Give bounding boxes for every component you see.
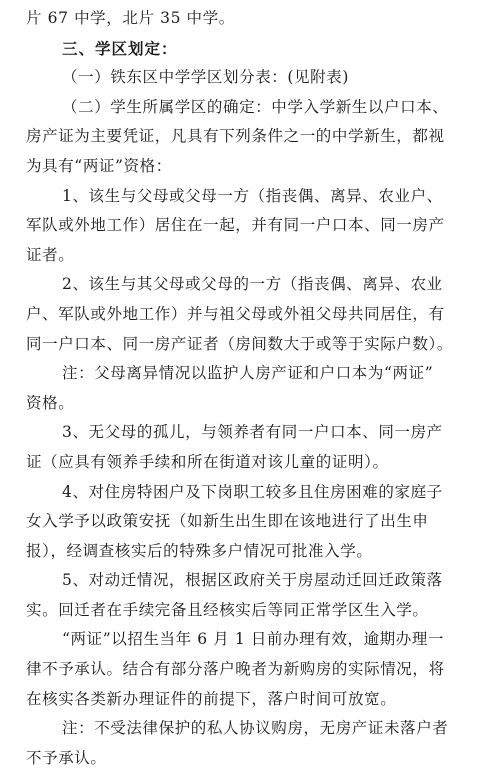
text-line: 户、军队或外地工作）并与祖父母或外祖父母共同居住，有 [26,304,445,323]
text-line: 4、对住房特困户及下岗职工较多且住房困难的家庭子 [62,482,443,501]
text-line: 报），经调查核实后的特殊多户情况可批准入学。 [26,541,373,560]
text-line: 资格。 [26,393,75,412]
text-line: 不予承认。 [26,748,107,767]
text-line: “两证”以招生当年 6 月 1 日前办理有效，逾期办理一 [62,630,445,649]
text-line: 在核实各类新办理证件的前提下，落户时间可放宽。 [26,689,397,708]
text-line: 注：父母离异情况以监护人房产证和户口本为“两证” [62,364,434,383]
text-line: 为具有“两证”资格： [26,156,172,175]
text-line: 同一户口本、同一房产证者（房间数大于或等于实际户数）。 [26,334,453,353]
text-line: 军队或外地工作）居住在一起，并有同一户口本、同一房产 [26,216,445,235]
text-line: 女入学予以政策安抚（如新生出生即在该地进行了出生申 [26,512,429,531]
text-line: 房产证为主要凭证，凡具有下列条件之一的中学新生，都视 [26,127,445,146]
text-line: （二）学生所属学区的确定：中学入学新生以户口本、 [62,97,449,116]
text-line: 1、该生与父母或父母一方（指丧偶、离异、农业户、 [62,186,443,205]
text-line: 片 67 中学，北片 35 中学。 [26,9,235,27]
text-line: 实。回迁者在手续完备且经核实后等同正常学区生入学。 [26,600,429,619]
text-line: 律不予承认。结合有部分落户晚者为新购房的实际情况，将 [26,660,445,679]
text-line: 5、对动迁情况，根据区政府关于房屋动迁回迁政策落 [62,571,443,590]
text-line: 2、该生与其父母或父母的一方（指丧偶、离异、农业 [62,275,443,294]
text-line: （一）铁东区中学学区划分表：(见附表) [62,68,349,87]
text-line: 证（应具有领养手续和所在街道对该儿童的证明）。 [26,452,389,471]
section-heading: 三、学区划定： [62,38,178,58]
text-line: 证者。 [26,245,75,264]
text-line: 3、无父母的孤儿，与领养者有同一户口本、同一房产 [62,423,443,442]
text-line: 注：不受法律保护的私人协议购房，无房产证未落户者 [62,719,449,738]
